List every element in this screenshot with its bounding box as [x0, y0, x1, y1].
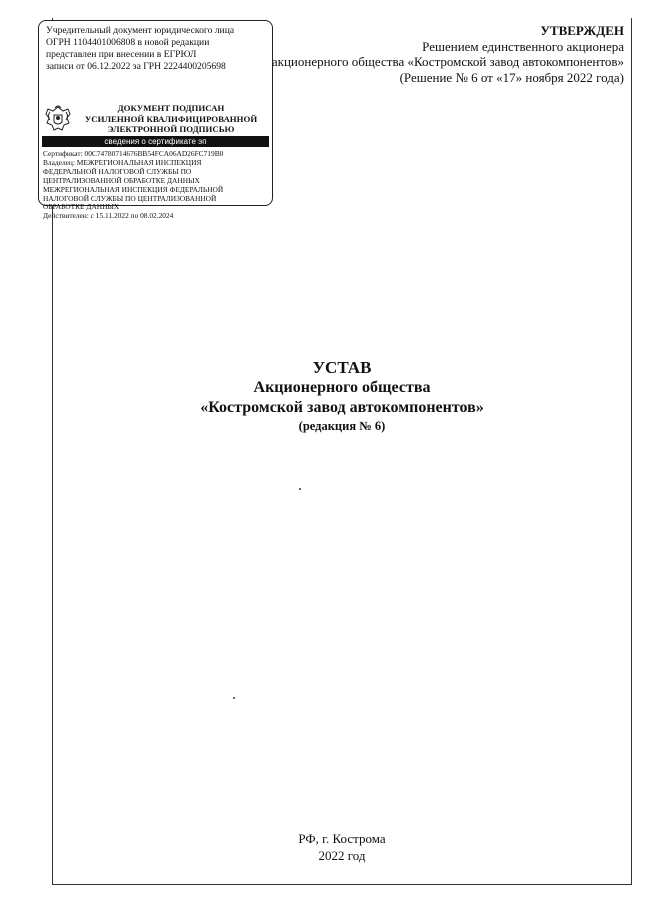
- approval-block: [272, 23, 624, 85]
- approval-line: акционерного общества «Костромской завод автокомпонентов»: [271, 54, 624, 69]
- certificate-line: Сертификат: 00C74780714676BB54FCA06AD26FC719B0: [43, 149, 224, 158]
- signature-title-line: УСИЛЕННОЙ КВАЛИФИЦИРОВАННОЙ: [84, 113, 258, 124]
- edition-label: (редакция № 6): [298, 419, 386, 433]
- place-text: РФ, г. Кострома: [298, 831, 386, 846]
- signature-title-line: ЭЛЕКТРОННОЙ ПОДПИСЬЮ: [107, 124, 235, 134]
- signature-title: [73, 103, 269, 135]
- certificate-details: [43, 150, 271, 221]
- company-type: Акционерного общества: [253, 379, 431, 396]
- approval-line: (Решение № 6 от «17» ноября 2022 года): [399, 69, 624, 85]
- certificate-line: ЦЕНТРАЛИЗОВАННОЙ ОБРАБОТКЕ ДАННЫХ: [43, 175, 200, 185]
- certificate-line: МЕЖРЕГИОНАЛЬНАЯ ИНСПЕКЦИЯ ФЕДЕРАЛЬНОЙ: [43, 184, 224, 194]
- approval-heading: УТВЕРЖДЕН: [540, 23, 624, 38]
- signature-title-line: ДОКУМЕНТ ПОДПИСАН: [117, 103, 225, 113]
- company-name: «Костромской завод автокомпонентов»: [200, 399, 484, 416]
- coat-of-arms-icon: [42, 103, 74, 135]
- year-text: 2022 год: [318, 848, 366, 863]
- scan-speck: [299, 488, 301, 490]
- certificate-info-bar: сведения о сертификате эп: [42, 136, 269, 147]
- registration-line: ОГРН 1104401006808 в новой редакции: [46, 37, 210, 48]
- certificate-line: ФЕДЕРАЛЬНОЙ НАЛОГОВОЙ СЛУЖБЫ ПО: [43, 166, 192, 176]
- approval-line: Решением единственного акционера: [422, 38, 624, 54]
- certificate-line: ОБРАБОТКЕ ДАННЫХ: [43, 202, 120, 212]
- scan-speck: [233, 697, 235, 699]
- registration-line: представлен при внесении в ЕГРЮЛ: [46, 49, 197, 60]
- certificate-line: НАЛОГОВОЙ СЛУЖБЫ ПО ЦЕНТРАЛИЗОВАННОЙ: [43, 193, 217, 203]
- registration-stamp: [38, 20, 273, 221]
- registration-line: Учредительный документ юридического лица: [46, 25, 235, 36]
- registration-line: записи от 06.12.2022 за ГРН 2224400205698: [46, 61, 226, 72]
- place-and-year: [52, 830, 632, 864]
- document-title-block: [52, 357, 632, 435]
- registration-text: [46, 25, 272, 73]
- document-title: УСТАВ: [312, 358, 372, 377]
- certificate-line: Действителен: с 15.11.2022 по 08.02.2024: [43, 211, 174, 221]
- certificate-line: Владелец: МЕЖРЕГИОНАЛЬНАЯ ИНСПЕКЦИЯ: [43, 157, 202, 167]
